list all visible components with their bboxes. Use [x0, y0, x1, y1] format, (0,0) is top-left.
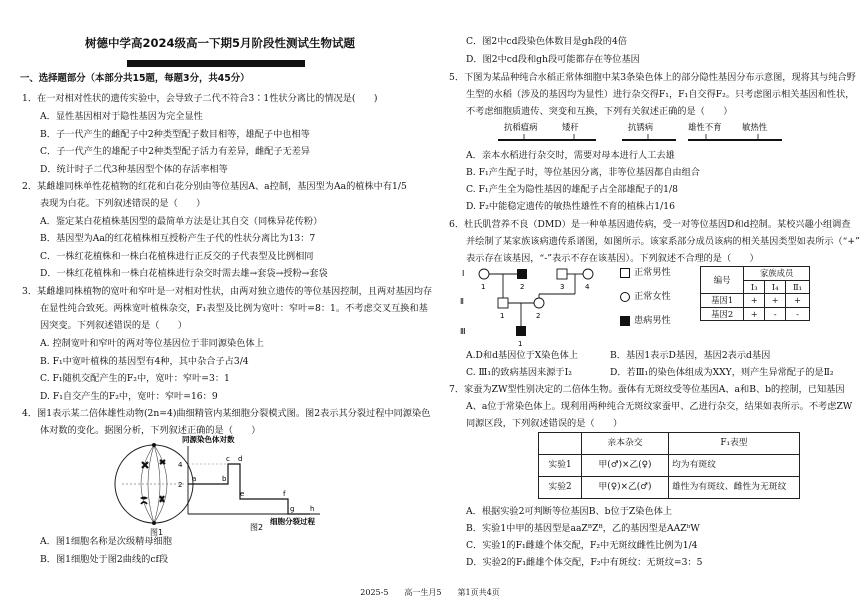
cross-table-corner — [539, 433, 582, 455]
q4-option-c: C．图2中cd段染色体数目是gh段的4倍 — [466, 36, 627, 47]
pedigree-i2-num: 2 — [520, 283, 525, 291]
generation-iii-label: Ⅲ — [460, 327, 466, 336]
chromosome-diagram — [498, 118, 818, 150]
cross-table-cell: 实验2 — [539, 477, 582, 499]
gene-table-row-label: 基因1 — [701, 294, 744, 308]
q3-stem-line3: 因突变。下列叙述错误的是（ ） — [40, 320, 187, 331]
cross-table-head-parents: 亲本杂交 — [582, 433, 669, 455]
q5-option-c: C. F₁产生全为隐性基因的雄配子占全部雄配子的1/8 — [466, 184, 678, 195]
q5-stem-line1: 5．下图为某品种纯合水稻正常体细胞中某3条染色体上的部分隐性基因分布示意图，现将其与纯合野 — [449, 72, 856, 83]
gene-label-heat-sensitive: 敏热性 — [742, 122, 768, 132]
cross-table-cell: 均为有斑纹 — [669, 455, 800, 477]
pedigree-legend — [620, 267, 700, 339]
q3-option-d: D. F₁自交产生的F₂中，宽叶：窄叶=16：9 — [40, 391, 218, 402]
q3-option-c: C. F₁随机交配产生的F₂中，宽叶：窄叶=3：1 — [40, 373, 230, 384]
gene-label-male-sterile: 雄性不育 — [688, 122, 722, 132]
gene-table-cell: + — [765, 294, 786, 308]
point-a: a — [192, 475, 197, 483]
point-g: g — [290, 505, 295, 513]
pedigree-chart — [450, 262, 620, 348]
q1-stem: 1．在一对相对性状的遗传实验中，会导致子二代不符合3∶1性状分离比的情况是( ) — [22, 93, 378, 104]
q6-option-b: B．基因1表示D基因，基因2表示d基因 — [610, 350, 771, 361]
affected-male-symbol — [620, 316, 630, 326]
gene-table-cell: + — [744, 307, 765, 321]
pedigree-ii1 — [498, 298, 508, 308]
q4-option-d: D．图2中cd段和gh段可能都存在等位基因 — [466, 54, 640, 65]
legend-normal-female: 正常女性 — [634, 291, 671, 302]
gene-table-member: I₃ — [744, 280, 765, 294]
pedigree-ii1-num: 1 — [500, 312, 505, 320]
gene-table-member: Ⅱ₁ — [786, 280, 810, 294]
q6-stem-line1: 6．杜氏肌营养不良（DMD）是一种单基因遗传病，受一对等位基因D和d控制。某校兴趣小组调查 — [449, 219, 851, 230]
gene-table-head-members: 家族成员 — [744, 267, 810, 281]
q2-option-c: C．一株红花植株和一株白花植株进行正反交的子代表型及比例相同 — [40, 251, 314, 262]
gene-label-dwarf: 矮秆 — [562, 122, 579, 132]
gene-label-rust-resistance: 抗锈病 — [628, 122, 654, 132]
y-tick-4: 4 — [178, 461, 183, 469]
q7-option-d: D．实验2的F₁雌雄个体交配，F₂中有斑纹：无斑纹=3：5 — [466, 557, 703, 568]
q3-stem-line2: 在显性纯合致死。两株宽叶植株杂交，F₁表型及比例为宽叶：窄叶=8：1。不考虑交叉互换和基 — [40, 303, 428, 314]
gene-table-member: I₄ — [765, 280, 786, 294]
q4-stem-line1: 4．图1表示某二倍体雄性动物(2n=4)曲细精管内某细胞分裂模式图。图2表示其分裂过程中同源染色 — [22, 408, 431, 419]
q6-option-a: A.D和d基因位于X染色体上 — [466, 350, 579, 361]
generation-i-label: Ⅰ — [462, 269, 465, 278]
point-f: f — [283, 490, 286, 498]
q7-option-c: C．实验1的F₁雌雄个体交配，F₂中无斑纹雌性比例为1/4 — [466, 540, 698, 551]
point-b: b — [222, 475, 227, 483]
cross-table-head-f1: F₁表型 — [669, 433, 800, 455]
q5-stem-line2: 生型的水稻（涉及的基因均为显性）进行杂交得F₁，F₁自交得F₂。只考虑图示相关基因和性状， — [466, 89, 855, 100]
section-heading: 一、选择题部分（本部分共15题，每题3分，共45分） — [20, 73, 250, 84]
figure-2-ylabel: 同源染色体对数 — [182, 435, 235, 444]
pedigree-i1-num: 1 — [481, 283, 486, 291]
exam-title: 树德中学高2024级高一下期5月阶段性测试生物试题 — [84, 36, 355, 50]
q7-stem-line1: 7．家蚕为ZW型性别决定的二倍体生物。蚕体有无斑纹受等位基因A、a和B、b的控制，已知基因 — [449, 384, 845, 395]
figure-2-label: 图2 — [250, 523, 264, 532]
q6-option-c: C. Ⅲ₁的致病基因来源于Ⅰ₂ — [466, 367, 572, 378]
q5-stem-line3: 不考虑细胞质遗传、突变和互换，下列有关叙述正确的是（ ） — [466, 106, 733, 117]
normal-female-symbol — [620, 292, 630, 302]
q1-option-c: C．子一代产生的雄配子中2种类型配子活力有差异，雌配子无差异 — [40, 146, 311, 157]
q4-option-a: A．图1细胞名称是次级精母细胞 — [40, 536, 172, 547]
gene-label-blast-resistance: 抗稻瘟病 — [504, 122, 538, 132]
q1-option-d: D．统计时子二代3种基因型个体的存活率相等 — [40, 164, 228, 175]
pedigree-ii2 — [534, 298, 544, 308]
q3-stem-line1: 3．某雌雄同株植物的宽叶和窄叶是一对相对性状，由两对独立遗传的等位基因控制，且两对基因均存 — [22, 286, 433, 297]
legend-affected-male: 患病男性 — [634, 315, 671, 326]
q2-option-b: B．基因型为Aa的红花植株相互授粉产生子代的性状分离比为13：7 — [40, 233, 316, 244]
pedigree-i1 — [479, 269, 489, 279]
page-footer: 2025-5 高一生月5 第1页共4页 — [360, 588, 500, 597]
pedigree-iii1-num: 1 — [518, 340, 523, 348]
gene-table-head-id: 编号 — [701, 267, 744, 294]
figure-2-graph — [170, 434, 330, 534]
cross-table — [538, 432, 800, 499]
q5-option-b: B. F₁产生配子时，等位基因分离，非等位基因都自由组合 — [466, 167, 700, 178]
q2-stem-line1: 2．某雌雄同株单性花植物的红花和白花分别由等位基因A、a控制，基因型为Aa的植株中有1/5 — [22, 181, 407, 192]
q2-stem-line2: 表现为白花。下列叙述错误的是（ ） — [40, 198, 206, 209]
y-tick-2: 2 — [178, 481, 183, 489]
cross-table-cell: 甲(♂)×乙(♀) — [582, 455, 669, 477]
q7-stem-line3: 同源区段，下列叙述错误的是（ ） — [466, 418, 623, 429]
point-c: c — [226, 455, 230, 463]
pedigree-ii2-num: 2 — [536, 312, 541, 320]
q6-option-d: D．若Ⅲ₁的染色体组成为XXY，则产生异常配子的是Ⅱ₂ — [610, 367, 834, 378]
figure-2-xlabel: 细胞分裂过程 — [270, 517, 315, 526]
q7-option-b: B．实验1中甲的基因型是aaZᴮZᴮ，乙的基因型是AAZᵇW — [466, 523, 700, 534]
redaction-bar — [127, 60, 305, 67]
pedigree-i3-num: 3 — [560, 283, 565, 291]
cross-table-cell: 甲(♀)×乙(♂) — [582, 477, 669, 499]
point-e: e — [240, 490, 245, 498]
q2-option-a: A．鉴定某白花植株基因型的最简单方法是让其自交（同株异花传粉） — [40, 216, 323, 227]
gene-table — [700, 266, 810, 321]
figure-1-label: 图1 — [150, 528, 164, 537]
normal-male-symbol — [620, 268, 630, 278]
q1-option-b: B．子一代产生的雌配子中2种类型配子数目相等，雄配子中也相等 — [40, 129, 310, 140]
gene-table-cell: - — [765, 307, 786, 321]
pedigree-iii1 — [516, 326, 526, 336]
cross-table-cell: 雄性为有斑纹、雌性为无斑纹 — [669, 477, 800, 499]
point-d: d — [238, 455, 243, 463]
q5-option-d: D. F₂中能稳定遗传的敏热性雄性不育的植株占1/16 — [466, 201, 675, 212]
pedigree-i4 — [583, 269, 593, 279]
q7-option-a: A．根据实验2可判断等位基因B、b位于Z染色体上 — [466, 506, 673, 517]
gene-table-row-label: 基因2 — [701, 307, 744, 321]
gene-table-cell: - — [786, 307, 810, 321]
legend-normal-male: 正常男性 — [634, 267, 671, 278]
q3-option-a: A. 控制宽叶和窄叶的两对等位基因位于非同源染色体上 — [40, 338, 264, 349]
point-h: h — [310, 505, 315, 513]
q2-option-d: D．一株红花植株和一株白花植株进行杂交时需去雄→套袋→授粉→套袋 — [40, 268, 328, 279]
q5-option-a: A．亲本水稻进行杂交时，需要对母本进行人工去雄 — [466, 150, 675, 161]
pedigree-i2 — [517, 269, 527, 279]
gene-table-cell: + — [744, 294, 765, 308]
gene-table-cell: + — [786, 294, 810, 308]
generation-ii-label: Ⅱ — [460, 297, 464, 306]
cross-table-cell: 实验1 — [539, 455, 582, 477]
q3-option-b: B. F₁中宽叶植株的基因型有4种，其中杂合子占3/4 — [40, 356, 249, 367]
pedigree-i3 — [557, 269, 567, 279]
q7-stem-line2: A、a位于常染色体上。现利用两种纯合无斑纹家蚕甲、乙进行杂交，结果如表所示。不考虑ZW — [466, 401, 853, 412]
q4-option-b: B．图1细胞处于图2曲线的cf段 — [40, 554, 169, 565]
q6-stem-line2: 并绘制了某家族该病遗传系谱图，如图所示。该家系部分成员该病的相关基因类型如表所示（“+” — [466, 236, 860, 247]
q4-stem-line2: 体对数的变化。据图分析，下列叙述正确的是（ ） — [40, 425, 261, 436]
q1-option-a: A．显性基因相对于隐性基因为完全显性 — [40, 111, 203, 122]
pedigree-i4-num: 4 — [585, 283, 590, 291]
q6-stem-line3: 表示存在该基因，“-”表示不存在该基因）。下列叙述不合理的是（ ） — [466, 253, 759, 264]
